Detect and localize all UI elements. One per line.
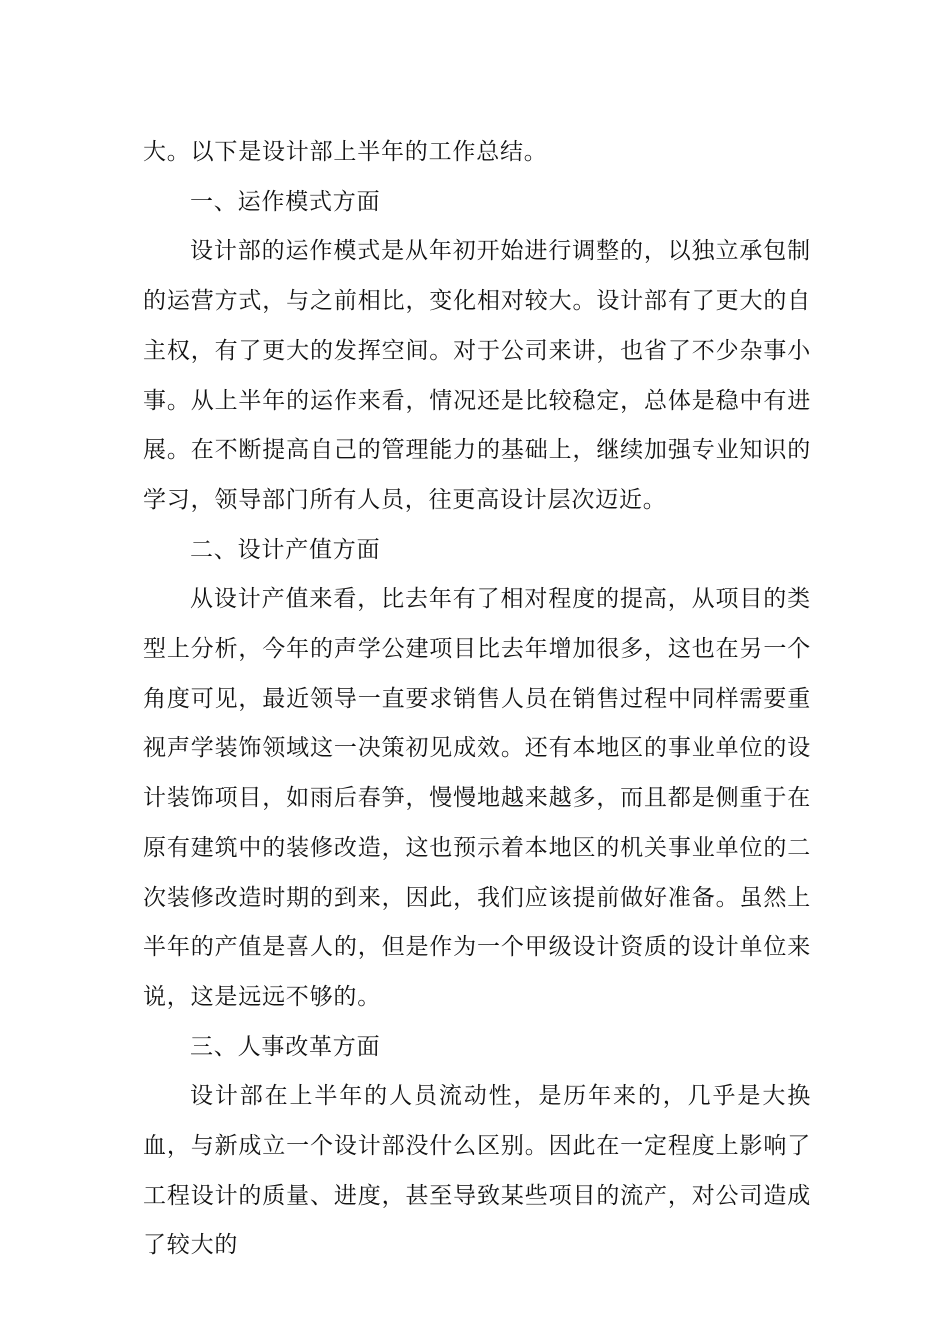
paragraph-operation-mode: 设计部的运作模式是从年初开始进行调整的，以独立承包制的运营方式，与之前相比，变化相对较大。设计部有了更大的自主权，有了更大的发挥空间。对于公司来讲，也省了不少杂事小事。从上半年的运作来看，情况还是比较稳定，总体是稳中有进展。在不断提高自己的管理能力的基础上，继续加强专业知识的学习，领导部门所有人员，往更高设计层次迈近。 [143, 238, 811, 513]
section-heading-personnel-reform: 三、人事改革方面 [190, 1033, 381, 1060]
paragraph-design-output: 从设计产值来看，比去年有了相对程度的提高，从项目的类型上分析，今年的声学公建项目比去年增加很多，这也在另一个角度可见，最近领导一直要求销售人员在销售过程中同样需要重视声学装饰领域这一决策初见成效。还有本地区的事业单位的设计装饰项目，如雨后春笋，慢慢地越来越多，而且都是侧重于在原有建筑中的装修改造，这也预示着本地区的机关事业单位的二次装修改造时期的到来，因此，我们应该提前做好准备。虽然上半年的产值是喜人的，但是作为一个甲级设计资质的设计单位来说，这是远远不够的。 [143, 586, 811, 1010]
section-heading-design-output: 二、设计产值方面 [190, 536, 381, 563]
section-heading-operation-mode: 一、运作模式方面 [190, 188, 381, 215]
paragraph-intro-ending: 大。以下是设计部上半年的工作总结。 [143, 139, 548, 165]
document-body [143, 128, 811, 1271]
paragraph-personnel-reform: 设计部在上半年的人员流动性，是历年来的，几乎是大换血，与新成立一个设计部没什么区别。因此在一定程度上影响了工程设计的质量、进度，甚至导致某些项目的流产，对公司造成了较大的 [143, 1083, 811, 1259]
